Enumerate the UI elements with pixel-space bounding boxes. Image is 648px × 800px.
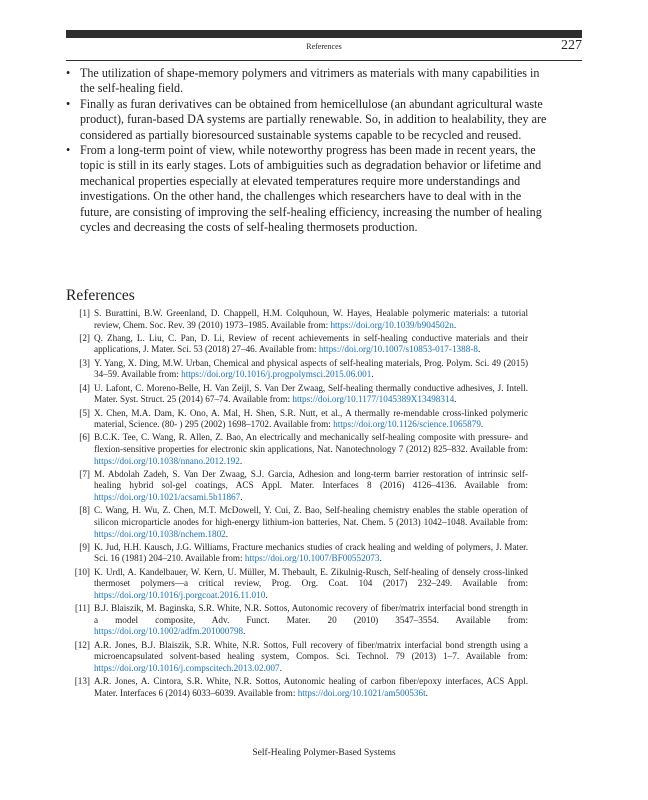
reference-item	[66, 383, 528, 406]
reference-item	[66, 358, 528, 381]
reference-end: .	[480, 419, 484, 430]
reference-end: .	[477, 344, 481, 355]
reference-text: X. Chen, M.A. Dam, K. Ono, A. Mal, H. Shen, S.R. Nutt, et al., A thermally re-mendable cross-linked polymeric material, Science. (80- ) 295 (2002) 1698–1702. Available from:	[94, 407, 528, 430]
reference-end: .	[453, 319, 457, 330]
reference-item	[66, 542, 528, 565]
reference-item	[66, 676, 528, 699]
bullet-list	[66, 66, 556, 235]
bullet-dot-icon: •	[66, 143, 71, 158]
reference-number: [7]	[79, 468, 90, 479]
reference-text: K. Jud, H.H. Kausch, J.G. Williams, Fracture mechanics studies of crack healing and welding of polymers, J. Mater. Sci. 16 (1981) 204–210. Available from:	[94, 541, 528, 564]
reference-doi-link[interactable]: https://doi.org/10.1016/j.progpolymsci.2015.06.001	[181, 369, 372, 380]
reference-end: .	[371, 369, 374, 380]
running-head	[66, 38, 582, 61]
reference-end: .	[240, 492, 243, 503]
bullet-text: From a long-term point of view, while noteworthy progress has been made in recent years, the topic is still in its early stages. Lots of ambiguities such as degradation behavior or lifetime and mechanical properties especially at elevated temperatures require more understandings and investigations. On the other hand, the challenges which researchers have to deal with in the future, are consisting of improving the self-healing efficiency, increasing the number of healing cycles and decreasing the costs of self-healing thermosets production.	[80, 143, 542, 235]
page-number: 227	[561, 38, 582, 53]
bullet-text: The utilization of shape-memory polymers and vitrimers as materials with many capabilities in the self-healing field.	[80, 66, 540, 96]
reference-number: [10]	[74, 566, 90, 577]
reference-text: C. Wang, H. Wu, Z. Chen, M.T. McDowell, Y. Cui, Z. Bao, Self-healing chemistry enables the stable operation of silicon microparticle anodes for high-energy lithium-ion batteries, Nat. Chem. 5 (2013) 1042–1048. Available from:	[94, 505, 528, 527]
reference-list	[66, 308, 528, 701]
reference-number: [12]	[74, 639, 90, 650]
references-heading: References	[66, 287, 135, 304]
reference-number: [11]	[75, 603, 90, 614]
reference-number: [4]	[79, 382, 90, 393]
reference-number: [8]	[79, 505, 90, 516]
reference-number: [13]	[74, 676, 90, 687]
reference-end: .	[379, 553, 382, 564]
reference-text: K. Urdl, A. Kandelbauer, W. Kern, U. Müller, M. Thebault, E. Zikulnig-Rusch, Self-healing of densely cross-linked thermoset polymers—a critical review, Prog. Org. Coat. 104 (2017) 232–249. Available from:	[94, 566, 528, 589]
reference-item	[66, 505, 528, 540]
reference-end: .	[239, 455, 243, 466]
bullet-item	[66, 143, 556, 235]
reference-text: A.R. Jones, B.J. Blaiszik, S.R. White, N.R. Sottos, Full recovery of fiber/matrix interfacial bond strength using a microencapsulated solvent-based healing system, Compos. Sci. Technol. 79 (2013) 1–7. Available from:	[94, 639, 528, 662]
reference-item	[66, 603, 528, 638]
reference-end: .	[425, 687, 428, 698]
reference-end: .	[225, 528, 229, 539]
bullet-item	[66, 66, 556, 97]
reference-number: [3]	[79, 357, 90, 368]
bullet-dot-icon: •	[66, 66, 71, 80]
reference-item	[66, 640, 528, 675]
reference-number: [6]	[79, 432, 90, 443]
reference-item	[66, 333, 528, 356]
running-head-section: References	[306, 42, 342, 51]
header-rule	[66, 30, 582, 38]
footer-book-title: Self-Healing Polymer-Based Systems	[252, 748, 396, 758]
reference-doi-link[interactable]: https://doi.org/10.1021/acsami.5b11867	[94, 492, 241, 503]
reference-end: .	[454, 394, 457, 405]
reference-doi-link[interactable]: https://doi.org/10.1177/1045389X13498314	[292, 394, 455, 405]
reference-text: B.J. Blaiszik, M. Baginska, S.R. White, N.R. Sottos, Autonomic recovery of fiber/matrix interfacial bond strength in a model composite, Adv. Funct. Mater. 20 (2010) 3547–3554. Available from:	[94, 603, 528, 625]
reference-item	[66, 408, 528, 431]
reference-item	[66, 432, 528, 467]
reference-item	[66, 308, 528, 331]
reference-doi-link[interactable]: https://doi.org/10.1039/b904502n	[330, 319, 454, 330]
reference-doi-link[interactable]: https://doi.org/10.1007/s10853-017-1388-8	[318, 344, 478, 355]
reference-doi-link[interactable]: https://doi.org/10.1021/am500536t	[297, 687, 426, 698]
reference-number: [2]	[79, 332, 90, 343]
reference-doi-link[interactable]: https://doi.org/10.1007/BF00552073	[244, 553, 380, 564]
reference-end: .	[243, 626, 246, 637]
bullet-text: Finally as furan derivatives can be obtained from hemicellulose (an abundant agricultural waste product), furan-based DA systems are partially renewable. So, in addition to healability, they are considered as partially bioresourced sustainable systems capable to be recycled and reused.	[80, 96, 547, 142]
reference-text: B.C.K. Tee, C. Wang, R. Allen, Z. Bao, An electrically and mechanically self-healing composite with pressure- and flexion-sensitive properties for electronic skin applications, Nat. Nanotechnology 7 (2012) 825–832. Available from:	[94, 432, 528, 454]
reference-text: Q. Zhang, L. Liu, C. Pan, D. Li, Review of recent achievements in self-healing conductive materials and their applications, J. Mater. Sci. 53 (2018) 27–46. Available from:	[94, 332, 528, 355]
reference-doi-link[interactable]: https://doi.org/10.1002/adfm.201000798	[94, 626, 244, 637]
reference-text: A.R. Jones, A. Cintora, S.R. White, N.R. Sottos, Autonomic healing of carbon fiber/epoxy interfaces, ACS Appl. Mater. Interfaces 6 (2014) 6033–6039. Available from:	[94, 676, 528, 698]
reference-end: .	[279, 662, 282, 673]
reference-text: U. Lafont, C. Moreno-Belle, H. Van Zeijl, S. Van Der Zwaag, Self-healing thermally conductive adhesives, J. Intell. Mater. Syst. Struct. 25 (2014) 67–74. Available from:	[94, 382, 528, 405]
reference-number: [5]	[79, 407, 90, 418]
reference-doi-link[interactable]: https://doi.org/10.1126/science.1065879	[333, 419, 481, 430]
bullet-dot-icon: •	[66, 96, 71, 111]
reference-text: Y. Yang, X. Ding, M.W. Urban, Chemical and physical aspects of self-healing materials, Prog. Polym. Sci. 49 (2015) 34–59. Available from:	[94, 357, 528, 380]
reference-text: S. Burattini, B.W. Greenland, D. Chappell, H.M. Colquhoun, W. Hayes, Healable polymeric materials: a tutorial review, Chem. Soc. Rev. 39 (2010) 1973–1985. Available from:	[94, 308, 528, 330]
reference-item	[66, 567, 528, 602]
bullet-item	[66, 97, 556, 143]
reference-doi-link[interactable]: https://doi.org/10.1016/j.porgcoat.2016.11.010	[94, 589, 266, 600]
reference-doi-link[interactable]: https://doi.org/10.1038/nnano.2012.192	[94, 455, 240, 466]
reference-doi-link[interactable]: https://doi.org/10.1038/nchem.1802	[94, 528, 226, 539]
reference-number: [1]	[79, 308, 90, 318]
reference-end: .	[265, 589, 268, 600]
reference-number: [9]	[79, 541, 90, 552]
reference-text: M. Abdolah Zadeh, S. Van Der Zwaag, S.J. Garcia, Adhesion and long-term barrier restoration of intrinsic self-healing hybrid sol-gel coatings, ACS Appl. Mater. Interfaces 8 (2016) 4126–4136. Available from:	[94, 468, 528, 491]
reference-doi-link[interactable]: https://doi.org/10.1016/j.compscitech.2013.02.007	[94, 662, 280, 673]
reference-item	[66, 469, 528, 504]
